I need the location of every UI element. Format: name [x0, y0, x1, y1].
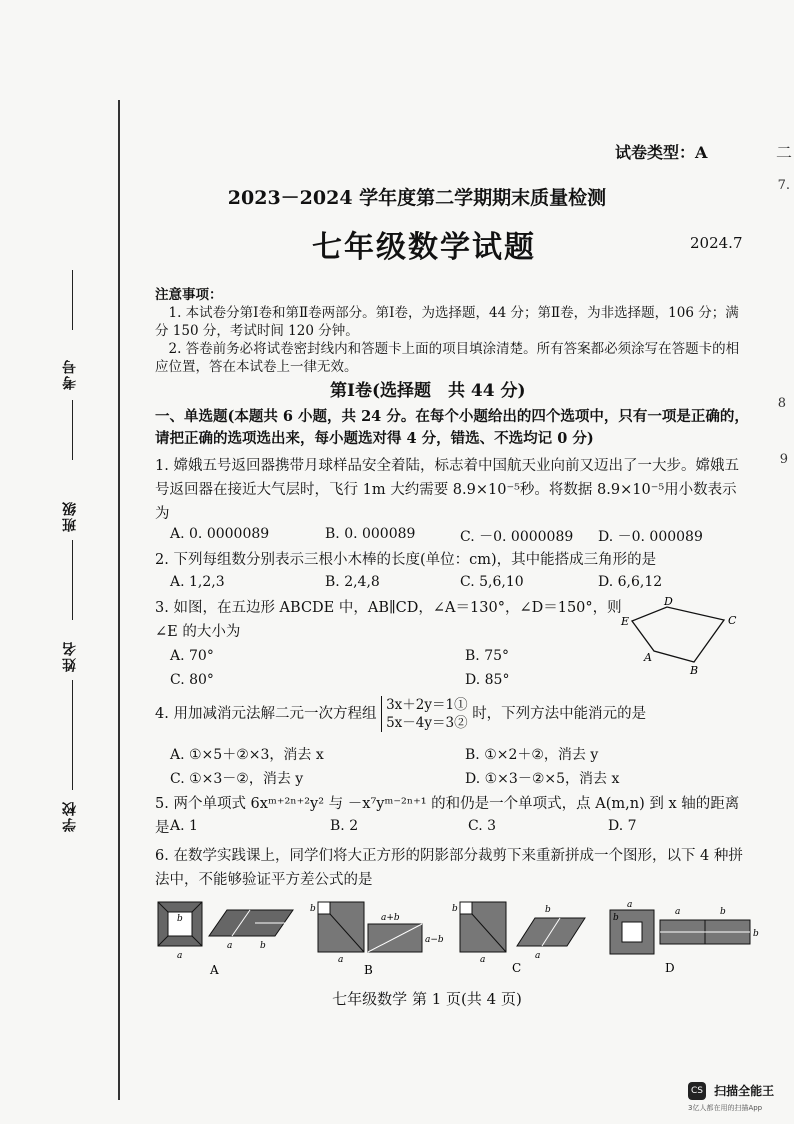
q1-option-a: A. 0. 0000089: [170, 526, 270, 542]
q6-figure-b: [310, 902, 444, 977]
q3-option-b: B. 75°: [465, 648, 510, 664]
q6a-label-a: a: [177, 951, 183, 961]
q3-option-c: C. 80°: [170, 672, 214, 688]
scanner-watermark: [688, 1080, 774, 1113]
q6c-label-b: b: [452, 904, 458, 914]
q6b-label-b: b: [310, 904, 316, 914]
q6-figure-a: [158, 902, 293, 977]
class-label: 班级: [62, 500, 78, 532]
scanner-brand: 扫描全能王: [714, 1084, 775, 1098]
page-footer: 七年级数学 第 1 页(共 4 页): [332, 990, 522, 1008]
q6a-label-b: b: [177, 914, 183, 924]
pentagon-label-a: A: [644, 651, 652, 664]
name-underline: [72, 540, 73, 620]
q4-option-a: A. ①×5＋②×3，消去 x: [170, 747, 324, 763]
q3-option-a: A. 70°: [170, 648, 214, 664]
q6d-label-b: b: [613, 913, 619, 923]
q6d-label-a: a: [627, 900, 633, 910]
question-2-stem: 2. 下列每组数分别表示三根小木棒的长度(单位：cm)，其中能搭成三角形的是: [155, 552, 657, 568]
q6b-label-amb: a−b: [425, 935, 444, 945]
pentagon-label-b: B: [690, 664, 699, 676]
q2-option-a: A. 1,2,3: [170, 574, 225, 590]
question-5-stem: 5. 两个单项式 6xᵐ⁺²ⁿ⁺²y² 与 －x⁷yᵐ⁻²ⁿ⁺¹ 的和仍是一个单项式，点 A(m,n) 到 x 轴的距离是: [155, 796, 740, 836]
q6a-label-a2: a: [227, 941, 233, 951]
school-label: 学校: [62, 800, 78, 832]
section-title: 第Ⅰ卷(选择题 共 44 分): [330, 381, 526, 401]
q4-equation-system: [381, 696, 468, 732]
exam-subtitle: 2023－2024 学年度第二学期期末质量检测: [227, 187, 607, 209]
q6d-label-a2: a: [675, 907, 681, 917]
q5-option-d: D. 7: [608, 818, 637, 834]
q3-option-d: D. 85°: [465, 672, 510, 688]
q6b-label-a: a: [338, 955, 344, 965]
paper-type: 试卷类型：A: [615, 143, 708, 162]
school-underline: [72, 680, 73, 790]
pentagon-label-e: E: [621, 615, 630, 628]
scanner-logo-icon: CS: [688, 1082, 706, 1100]
q6b-label-apb: a+b: [381, 913, 400, 923]
q5-option-b: B. 2: [330, 818, 359, 834]
exam-no-underline: [72, 270, 73, 330]
q1-option-d: D. －0. 000089: [598, 529, 703, 545]
q4-option-d: D. ①×3－②×5，消去 x: [465, 771, 620, 787]
pentagon-label-d: D: [664, 596, 673, 608]
q4-stem-suffix: 时，下列方法中能消元的是: [472, 706, 647, 722]
exam-title: 七年级数学试题: [312, 230, 536, 265]
pentagon-figure: [612, 596, 752, 676]
q4-option-b: B. ①×2＋②，消去 y: [465, 747, 599, 763]
q4-stem-prefix: 4. 用加减消元法解二元一次方程组: [155, 706, 377, 722]
q6-figure-d: [610, 900, 759, 975]
q6-letter-c: C: [512, 961, 522, 975]
q6-letter-a: A: [210, 963, 219, 977]
edge-mark-8: 8: [777, 396, 786, 411]
q2-option-c: C. 5,6,10: [460, 574, 524, 590]
q6-figure-c: [452, 902, 585, 975]
binding-line: [118, 100, 120, 1100]
q5-option-c: C. 3: [468, 818, 497, 834]
q2-option-b: B. 2,4,8: [325, 574, 380, 590]
q1-option-c: C. －0. 0000089: [460, 529, 574, 545]
q4-equation-2: 5x－4y＝3②: [386, 715, 468, 731]
notes-item-2: 2. 答卷前务必将试卷密封线内和答题卡上面的项目填涂清楚。所有答案都必须涂写在答题卡的相应位置，答在本试卷上一律无效。: [155, 341, 740, 375]
q5-option-a: A. 1: [170, 818, 198, 834]
part-one-instructions: 一、单选题(本题共 6 小题，共 24 分。在每个小题给出的四个选项中，只有一项是正确的，请把正确的选项选出来，每小题选对得 4 分，错选、不选均记 0 分): [155, 408, 749, 447]
notes-item-1: 1. 本试卷分第Ⅰ卷和第Ⅱ卷两部分。第Ⅰ卷，为选择题，44 分；第Ⅱ卷，为非选择题，106 分；满分 150 分，考试时间 120 分钟。: [155, 305, 739, 339]
exam-date: 2024.7: [690, 234, 743, 252]
question-4-stem: [155, 696, 747, 732]
q6-figures: [155, 898, 765, 978]
name-label: 姓名: [62, 640, 78, 672]
edge-mark-7: 7.: [777, 178, 790, 193]
q2-option-d: D. 6,6,12: [598, 574, 663, 590]
q6c-label-a: a: [480, 955, 486, 965]
q6d-label-b3: b: [753, 929, 759, 939]
edge-mark-9: 9: [779, 452, 788, 467]
question-1-stem: 1. 嫦娥五号返回器携带月球样品安全着陆，标志着中国航天业向前又迈出了一大步。嫦娥五号返回器在接近大气层时，飞行 1m 大约需要 8.9×10⁻⁵秒。将数据 8.9×10⁻⁵用小数表示为: [155, 458, 739, 522]
q6a-label-b2: b: [260, 941, 266, 951]
scanner-slogan: 3亿人都在用的扫描App: [688, 1103, 763, 1112]
pentagon-label-c: C: [728, 614, 737, 627]
question-6-stem: 6. 在数学实践课上，同学们将大正方形的阴影部分裁剪下来重新拼成一个图形，以下 4 种拼法中，不能够验证平方差公式的是: [155, 848, 743, 888]
notes: [155, 286, 747, 376]
edge-char: 二: [775, 143, 792, 162]
q4-equation-1: 3x＋2y＝1①: [386, 697, 468, 713]
q6c-label-b2: b: [545, 905, 551, 915]
question-3-stem: [155, 596, 625, 644]
q6-letter-d: D: [665, 961, 675, 975]
class-underline: [72, 400, 73, 460]
q6-letter-b: B: [364, 963, 373, 977]
q4-option-c: C. ①×3－②，消去 y: [170, 771, 304, 787]
q6d-label-b2: b: [720, 907, 726, 917]
q3-stem-line1: 3. 如图，在五边形 ABCDE 中，AB∥CD，∠A＝130°，∠D＝150°，则: [155, 600, 622, 616]
notes-heading: 注意事项：: [155, 287, 223, 303]
exam-no-label: 考号: [62, 358, 78, 390]
q6c-label-a2: a: [535, 951, 541, 961]
q1-option-b: B. 0. 000089: [325, 526, 416, 542]
q3-stem-line2: ∠E 的大小为: [155, 624, 241, 640]
